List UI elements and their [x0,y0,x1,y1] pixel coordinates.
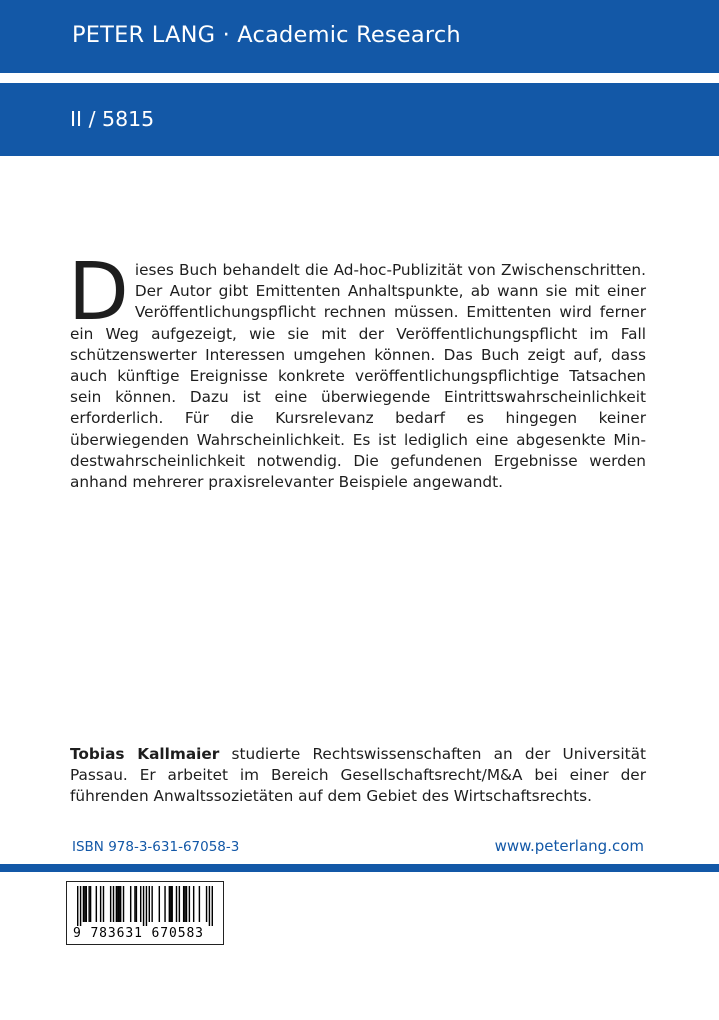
barcode-bar [143,886,144,926]
barcode-bar [116,886,117,922]
author-bio-text: studierte Rechtswissenschaften an der Universität Passau. Er arbeitet im Bereich Gesellschaftsrecht/M&A bei einer der führenden Anwaltssozietäten auf dem Gebiet des Wirtschaftsrechts. [70,745,647,806]
footer-rule [0,864,719,872]
barcode-bar [123,886,124,922]
barcode-bar [113,886,114,922]
barcode-bar [100,886,101,922]
publisher-name: PETER LANG · Academic Research [72,22,461,48]
barcode-bar [130,886,131,922]
publisher-banner [0,0,719,73]
series-banner [0,83,719,156]
barcode-bar [193,886,194,922]
barcode-bar [134,886,135,922]
barcode-bars-icon [77,886,213,926]
barcode-bar [164,886,165,922]
barcode-bar [183,886,184,922]
barcode-bar [212,886,213,926]
barcode-bar [170,886,171,922]
barcode-bar [179,886,180,922]
barcode-bar [119,886,120,922]
barcode-bar [83,886,84,922]
barcode-bar [176,886,177,922]
barcode-bar [199,886,200,922]
barcode-bar [140,886,141,922]
barcode-bar [159,886,160,922]
barcode-bar [169,886,170,922]
barcode-bar [80,886,81,926]
barcode-bar [186,886,187,922]
author-name: Tobias Kallmaier [70,745,220,763]
barcode-bar [86,886,87,922]
barcode-bar [146,886,147,926]
barcode-bar [77,886,78,926]
isbn: ISBN 978-3-631-67058-3 [72,839,240,855]
website-link[interactable]: www.peterlang.com [494,837,644,855]
barcode-bar [120,886,121,922]
barcode-bar [184,886,185,922]
barcode-bar [88,886,89,922]
description-text: ieses Buch behandelt die Ad-hoc-Publizität von Zwischenschritten. Der Autor gibt Emittenten Anhaltspunkte, ab wann sie mit einer Veröffentlichungspflicht rechnen müssen. Emittenten wird ferner ein Weg aufgezeigt, wie sie mit der Veröffentlichungspflicht im Fall schützenswerter Interessen umgehen können. Das Buch zeigt auf, dass auch künftige Ereignisse konkrete veröffentlichungspflichtige Tatsachen sein können. Dazu ist eine überwiegende Eintrittswahrscheinlichkeit erforderlich. Für die Kursrelevanz bedarf es hingegen keiner überwiegenden Wahrscheinlichkeit. Es ist lediglich eine abgesenkte Mindestwahrscheinlichkeit notwendig. Die gefundenen Ergebnisse werden anhand mehrerer praxisrelevanter Beispiele angewandt. [70,261,646,492]
barcode-bar [171,886,172,922]
barcode-bar [136,886,137,922]
drop-cap: D [68,246,129,338]
barcode-bar [151,886,152,922]
barcode-bar [84,886,85,922]
barcode-bar [209,886,210,926]
barcode [66,881,224,945]
barcode-bar [96,886,97,922]
barcode-bar [90,886,91,922]
barcode-bar [189,886,190,922]
series-number: II / 5815 [70,107,155,131]
book-description [68,246,646,493]
barcode-bar [117,886,118,922]
banner-gap [0,73,719,83]
author-bio [70,744,646,808]
barcode-bar [110,886,111,922]
barcode-bar [149,886,150,922]
barcode-bar [206,886,207,922]
barcode-digits: 9 783631 670583 [73,926,204,941]
barcode-bar [103,886,104,922]
